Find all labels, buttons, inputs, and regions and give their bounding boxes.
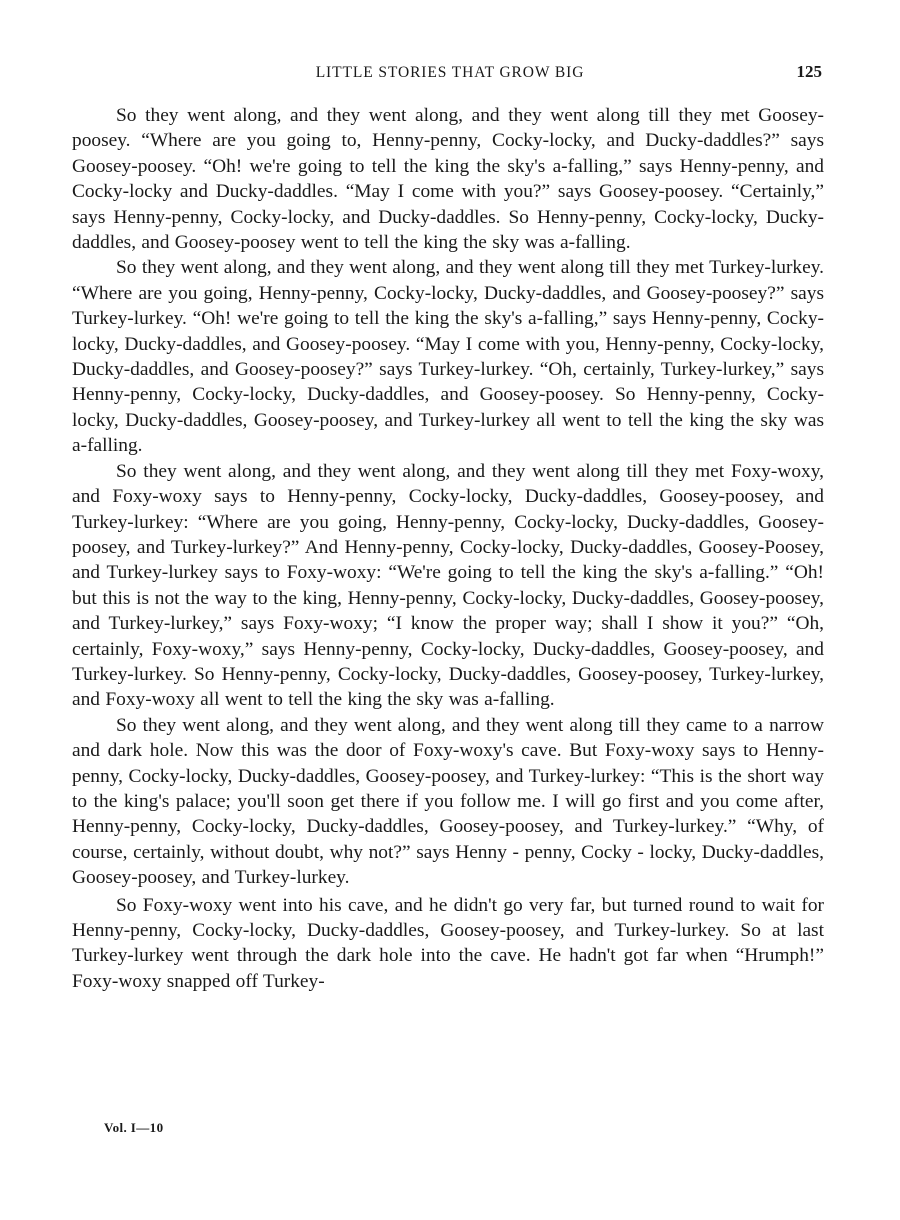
paragraph-cave: So Foxy-woxy went into his cave, and he didn't go very far, but turned round to wait for Henny-penny, Cocky-locky, Ducky-daddles, Goosey-poosey, and Turkey-lurkey. So at last Turkey-lurkey went through the dark hole into the cave. He hadn't got far when “Hrumph!” Foxy-woxy snapped off Turkey- — [72, 894, 824, 992]
running-head — [0, 62, 900, 86]
signature-mark: Vol. I—10 — [104, 1120, 164, 1135]
paragraph-goosey-poosey: So they went along, and they went along, and they went along till they met Goosey-poosey. “Where are you going to, Henny-penny, Cocky-locky, and Ducky-daddles?” says Goosey-poosey. “Oh! we're going to tell the king the sky's a-falling,” says Henny-penny, and Cocky-locky and Ducky-daddles. “May I come with you?” says Goosey-poosey. “Certainly,” says Henny-penny, Cocky-locky, and Ducky-daddles. So Henny-penny, Cocky-locky, Ducky-daddles, and Goosey-poosey went to tell the king the sky was a-falling. — [72, 105, 824, 254]
page-number: 125 — [796, 62, 822, 81]
body-text — [72, 103, 824, 994]
paragraph-foxy-woxy: So they went along, and they went along, and they went along till they met Foxy-woxy, and Foxy-woxy says to Henny-penny, Cocky-locky, Ducky-daddles, Goosey-poosey, and Turkey-lurkey: “Where are you going, Henny-penny, Cocky-locky, Ducky-daddles, Goosey-poosey, and Turkey-lurkey?” And Henny-penny, Cocky-locky, Ducky-daddles, Goosey-Poosey, and Turkey-lurkey says to Foxy-woxy: “We're going to tell the king the sky's a-falling.” “Oh! but this is not the way to the king, Henny-penny, Cocky-locky, Ducky-daddles, Goosey-poosey, and Turkey-lurkey,” says Foxy-woxy; “I know the proper way; shall I show it you?” “Oh, certainly, Foxy-woxy,” says Henny-penny, Cocky-locky, Ducky-daddles, Goosey-poosey, and Turkey-lurkey. So Henny-penny, Cocky-locky, Ducky-daddles, Goosey-poosey, Turkey-lurkey, and Foxy-woxy all went to tell the king the sky was a-falling. — [72, 460, 824, 711]
paragraph-turkey-lurkey: So they went along, and they went along, and they went along till they met Turkey-lurkey. “Where are you going, Henny-penny, Cocky-locky, Ducky-daddles, and Goosey-poosey?” says Turkey-lurkey. “Oh! we're going to tell the king the sky's a-falling,” says Henny-penny, Cocky-locky, Ducky-daddles, and Goosey-poosey. “May I come with you, Henny-penny, Cocky-locky, Ducky-daddles, and Goosey-poosey?” says Turkey-lurkey. “Oh, certainly, Turkey-lurkey,” says Henny-penny, Cocky-locky, Ducky-daddles, and Goosey-poosey. So Henny-penny, Cocky-locky, Ducky-daddles, Goosey-poosey, and Turkey-lurkey all went to tell the king the sky was a-falling. — [72, 257, 824, 457]
running-title: LITTLE STORIES THAT GROW BIG — [315, 64, 585, 81]
paragraph-dark-hole: So they went along, and they went along, and they went along till they came to a narrow and dark hole. Now this was the door of Foxy-woxy's cave. But Foxy-woxy says to Henny-penny, Cocky-locky, Ducky-daddles, Goosey-poosey, and Turkey-lurkey: “This is the short way to the king's palace; you'll soon get there if you follow me. I will go first and you come after, Henny-penny, Cocky-locky, Ducky-daddles, Goosey-poosey, and Turkey-lurkey.” “Why, of course, certainly, without doubt, why not?” says Henny - penny, Cocky - locky, Ducky-daddles, Goosey-poosey, and Turkey-lurkey. — [72, 714, 824, 889]
